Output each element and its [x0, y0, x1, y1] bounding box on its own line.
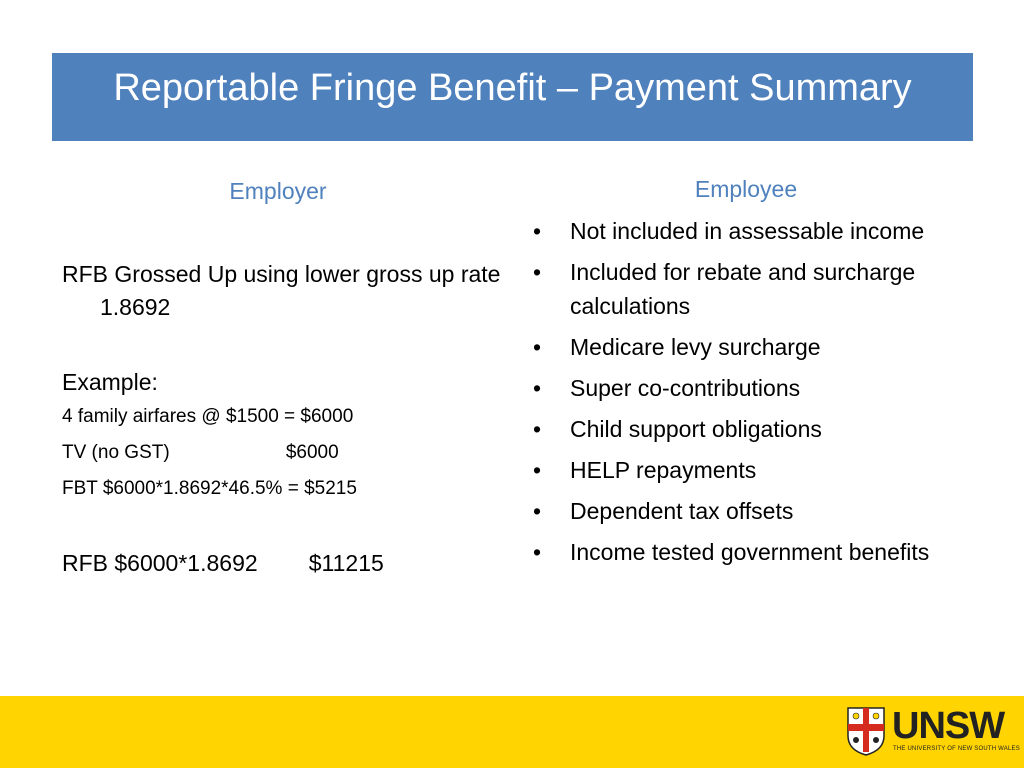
slide-title: Reportable Fringe Benefit – Payment Summary	[113, 67, 912, 109]
list-item	[530, 494, 950, 528]
list-item-text: Income tested government benefits	[570, 539, 930, 565]
list-item-text: Included for rebate and surcharge calculations	[570, 259, 916, 319]
list-item-text: Child support obligations	[570, 416, 822, 442]
bullet-icon: •	[533, 539, 542, 565]
employee-heading: Employee	[694, 176, 798, 202]
example-line: TV (no GST) $6000	[62, 442, 339, 463]
logo-subtitle: THE UNIVERSITY OF NEW SOUTH WALES	[893, 746, 1020, 752]
list-item	[530, 255, 950, 323]
list-item	[530, 535, 950, 569]
unsw-logo	[846, 705, 1020, 758]
list-item-text: Medicare levy surcharge	[570, 334, 821, 360]
list-item-text: Not included in assessable income	[570, 218, 925, 244]
example-line: 4 family airfares @ $1500 = $6000	[62, 406, 354, 427]
list-item	[530, 330, 950, 364]
bullet-icon: •	[533, 334, 542, 360]
list-item	[530, 412, 950, 446]
logo-wordmark: UNSW	[892, 705, 1005, 747]
list-item	[530, 453, 950, 487]
title-bar	[52, 53, 973, 141]
list-item	[530, 371, 950, 405]
example-label: Example:	[62, 369, 158, 395]
bullet-icon: •	[533, 498, 542, 524]
list-item-text: Super co-contributions	[570, 375, 801, 401]
employee-list	[530, 214, 950, 576]
employer-heading: Employer	[229, 178, 327, 204]
rfb-grossed-up-text: RFB Grossed Up using lower gross up rate 1.8692	[62, 261, 501, 320]
rfb-result-text: RFB $6000*1.8692 $11215	[62, 550, 384, 576]
list-item	[530, 214, 950, 248]
bullet-icon: •	[533, 259, 542, 285]
list-item-text: Dependent tax offsets	[570, 498, 794, 524]
bullet-icon: •	[533, 375, 542, 401]
example-line: FBT $6000*1.8692*46.5% = $5215	[62, 478, 357, 499]
crest-icon	[846, 706, 886, 756]
list-item-text: HELP repayments	[570, 457, 757, 483]
bullet-icon: •	[533, 218, 542, 244]
bullet-icon: •	[533, 457, 542, 483]
bullet-icon: •	[533, 416, 542, 442]
employer-column	[62, 258, 502, 580]
